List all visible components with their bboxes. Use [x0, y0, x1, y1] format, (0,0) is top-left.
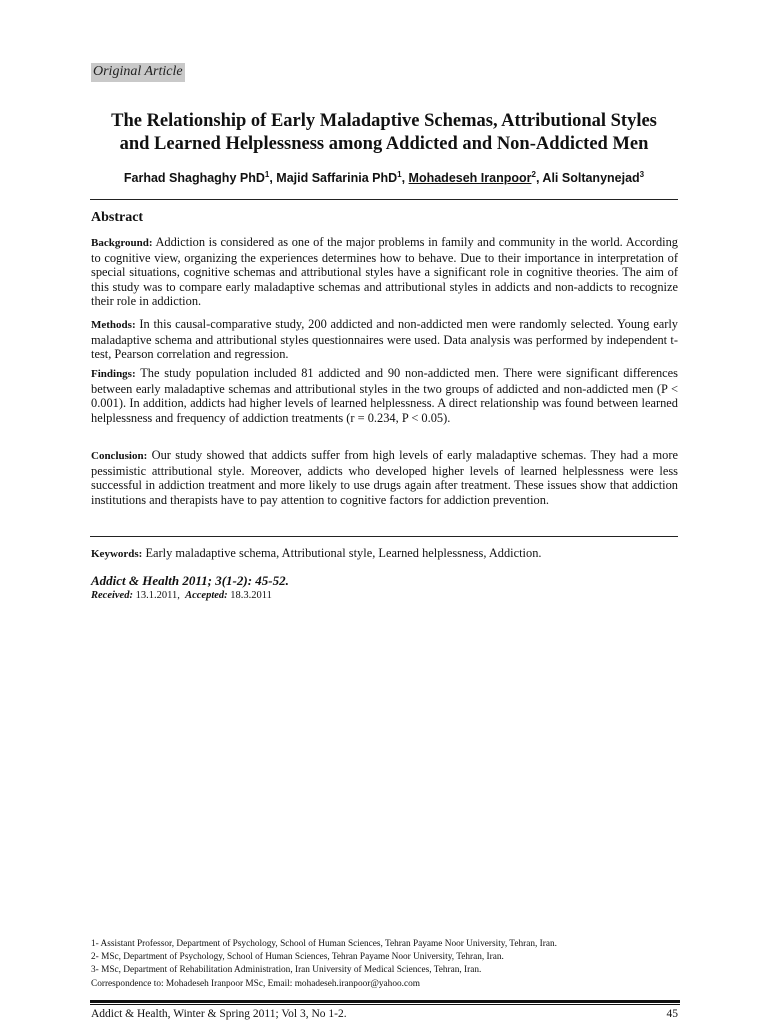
title-line-2: and Learned Helplessness among Addicted and Non-Addicted Men — [119, 134, 649, 154]
page-number: 45 — [666, 1008, 678, 1020]
findings-label: Findings: — [91, 368, 136, 380]
author-4: Ali Soltanynejad$^3$ — [542, 170, 645, 186]
footnotes — [91, 938, 691, 991]
methods-paragraph: Methods: In this causal-comparative study, 200 addicted and non-addicted men were randomly selected. Young early maladaptive schema and attributional styles questionnaires were used. Data analysis was performed by independent t-test, Pearson correlation and regression. — [91, 317, 678, 362]
accepted-label: Accepted: — [185, 590, 228, 601]
citation: Addict & Health 2011; 3(1-2): 45-52. — [91, 573, 289, 588]
header-rule — [90, 199, 678, 200]
correspondence: Correspondence to: Mohadeseh Iranpoor MSc, Email: mohadeseh.iranpoor@yahoo.com — [91, 978, 420, 989]
footer-rule-thin — [90, 1004, 680, 1005]
article-title — [80, 110, 688, 156]
background-label: Background: — [91, 237, 153, 249]
methods-label: Methods: — [91, 319, 136, 331]
article-type-label: Original Article — [91, 63, 185, 82]
footer-rule-thick — [90, 1000, 680, 1003]
dates: Received: 13.1.2011, Accepted: 18.3.2011 — [91, 590, 272, 601]
conclusion-label: Conclusion: — [91, 450, 148, 462]
findings-paragraph: Findings: The study population included 81 addicted and 90 non-addicted men. There were significant differences between early maladaptive schemas and attributional styles in the two groups of addicted and non-addicted men (P < 0.001). In addition, addicts had higher levels of learned helplessness. A direct relationship was found between learned helplessness and frequency of addiction treatments (r = 0.234, P < 0.05). — [91, 366, 678, 425]
received-label: Received: — [91, 590, 133, 601]
footnote-2: 2- MSc, Department of Psychology, School of Human Sciences, Tehran Payame Noor University, Tehran, Iran. — [91, 952, 504, 963]
conclusion-paragraph: Conclusion: Our study showed that addicts suffer from high levels of early maladaptive schemas. They had a more pessimistic attributional style. Moreover, addicts who developed higher levels of learned helplessness were less successful in addiction treatment and more likely to use drugs again after treatment. These issues show that addiction institutions and therapists have to pay attention to cognitive factors for addiction prevention. — [91, 448, 678, 507]
keywords-label: Keywords: — [91, 548, 143, 560]
author-1: Farhad Shaghaghy PhD$^1$ — [123, 170, 270, 186]
author-list: Farhad Shaghaghy PhD$^1$, Majid Saffarinia PhD$^1$, Mohadeseh Iranpoor$^2$, Ali Soltanynejad$^3$ — [123, 170, 645, 186]
footnote-1: 1- Assistant Professor, Department of Psychology, School of Human Sciences, Tehran Payame Noor University, Tehran, Iran. — [91, 939, 557, 949]
abstract-rule — [90, 536, 678, 537]
footer-journal: Addict & Health, Winter & Spring 2011; Vol 3, No 1-2. — [91, 1008, 347, 1020]
background-paragraph: Background: Addiction is considered as one of the major problems in family and community in the world. According to cognitive view, organizing the experiences determines how to behave. Due to their importance in interpretation of special situations, cognitive schemas and attributional styles have a significant role in cognitive theories. The aim of this study was to compare early maladaptive schemas and attributional styles in addicts and non-addicts to recognize their role in addiction. — [91, 235, 678, 309]
keywords: Keywords: Early maladaptive schema, Attributional style, Learned helplessness, Addiction. — [91, 546, 542, 560]
footnote-3: 3- MSc, Department of Rehabilitation Administration, Iran University of Medical Sciences, Tehran, Iran. — [91, 965, 482, 976]
abstract-heading: Abstract — [91, 210, 144, 225]
author-2: Majid Saffarinia PhD$^1$ — [276, 170, 402, 186]
author-3[interactable]: Mohadeseh Iranpoor$^2$ — [408, 170, 536, 186]
title-line-1: The Relationship of Early Maladaptive Schemas, Attributional Styles — [111, 111, 657, 131]
